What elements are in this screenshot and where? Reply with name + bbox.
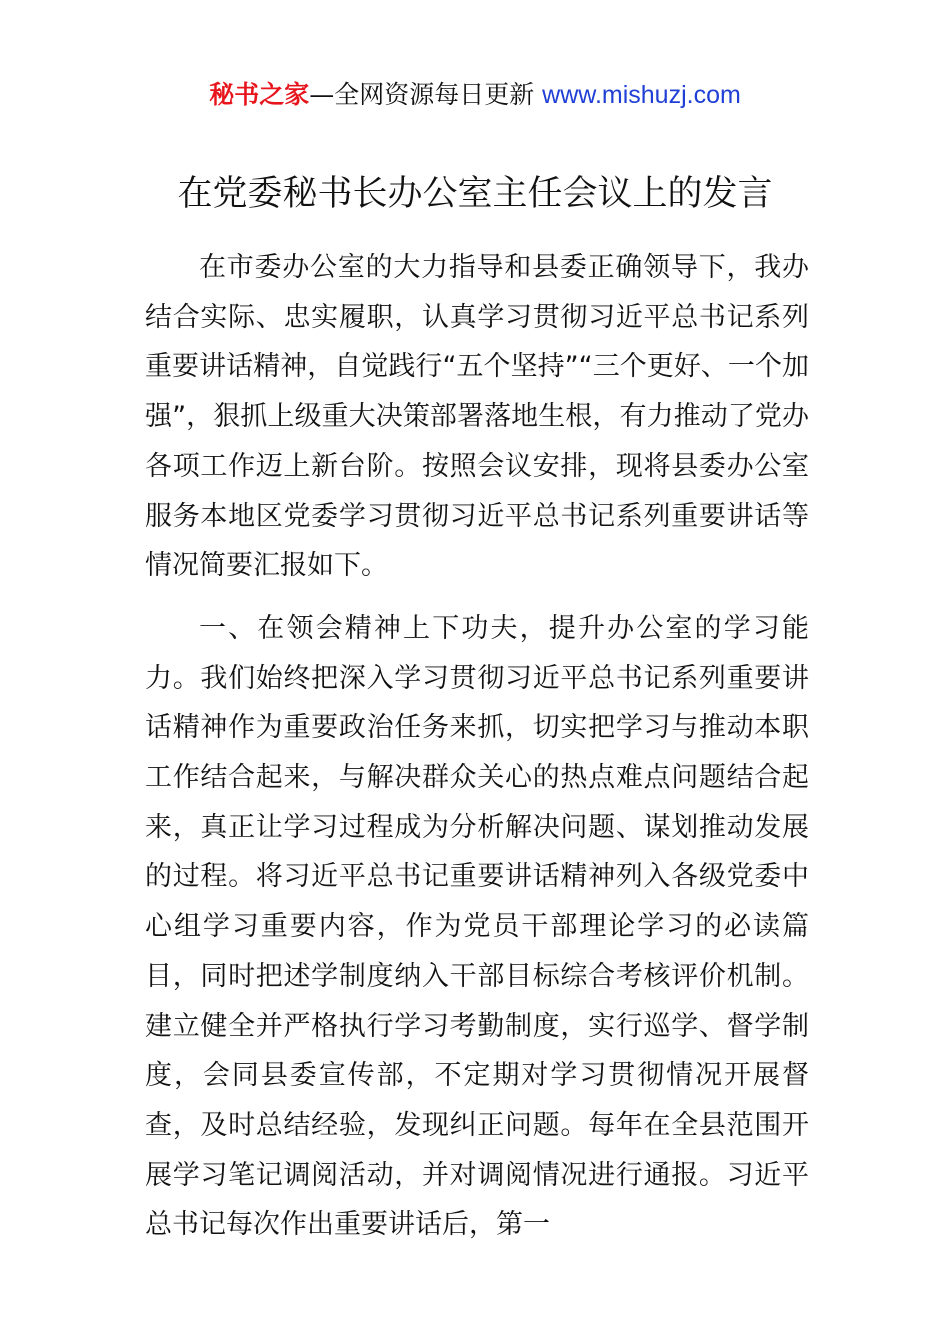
document-body [145,243,809,1250]
paragraph-intro: 在市委办公室的大力指导和县委正确领导下，我办结合实际、忠实履职，认真学习贯彻习近平总书记系列重要讲话精神，自觉践行“五个坚持”“三个更好、一个加强”，狠抓上级重大决策部署落地生根，有力推动了党办各项工作迈上新台阶。按照会议安排，现将县委办公室服务本地区党委学习贯彻习近平总书记系列重要讲话等情况简要汇报如下。 [145,252,809,582]
document-title: 在党委秘书长办公室主任会议上的发言 [177,174,773,214]
paragraph-section-one: 一、在领会精神上下功夫，提升办公室的学习能力。我们始终把深入学习贯彻习近平总书记系列重要讲话精神作为重要政治任务来抓，切实把学习与推动本职工作结合起来，与解决群众关心的热点难点问题结合起来，真正让学习过程成为分析解决问题、谋划推动发展的过程。将习近平总书记重要讲话精神列入各级党委中心组学习重要内容，作为党员干部理论学习的必读篇目，同时把述学制度纳入干部目标综合考核评价机制。建立健全并严格执行学习考勤制度，实行巡学、督学制度，会同县委宣传部，不定期对学习贯彻情况开展督查，及时总结经验，发现纠正问题。每年在全县范围开展学习笔记调阅活动，并对调阅情况进行通报。习近平总书记每次作出重要讲话后，第一 [145,612,809,1241]
site-header [0,78,950,112]
brand-name: 秘书之家 [209,80,310,109]
header-slogan: —全网资源每日更新 [309,80,543,109]
site-url-link[interactable]: www.mishuzj.com [542,81,741,109]
